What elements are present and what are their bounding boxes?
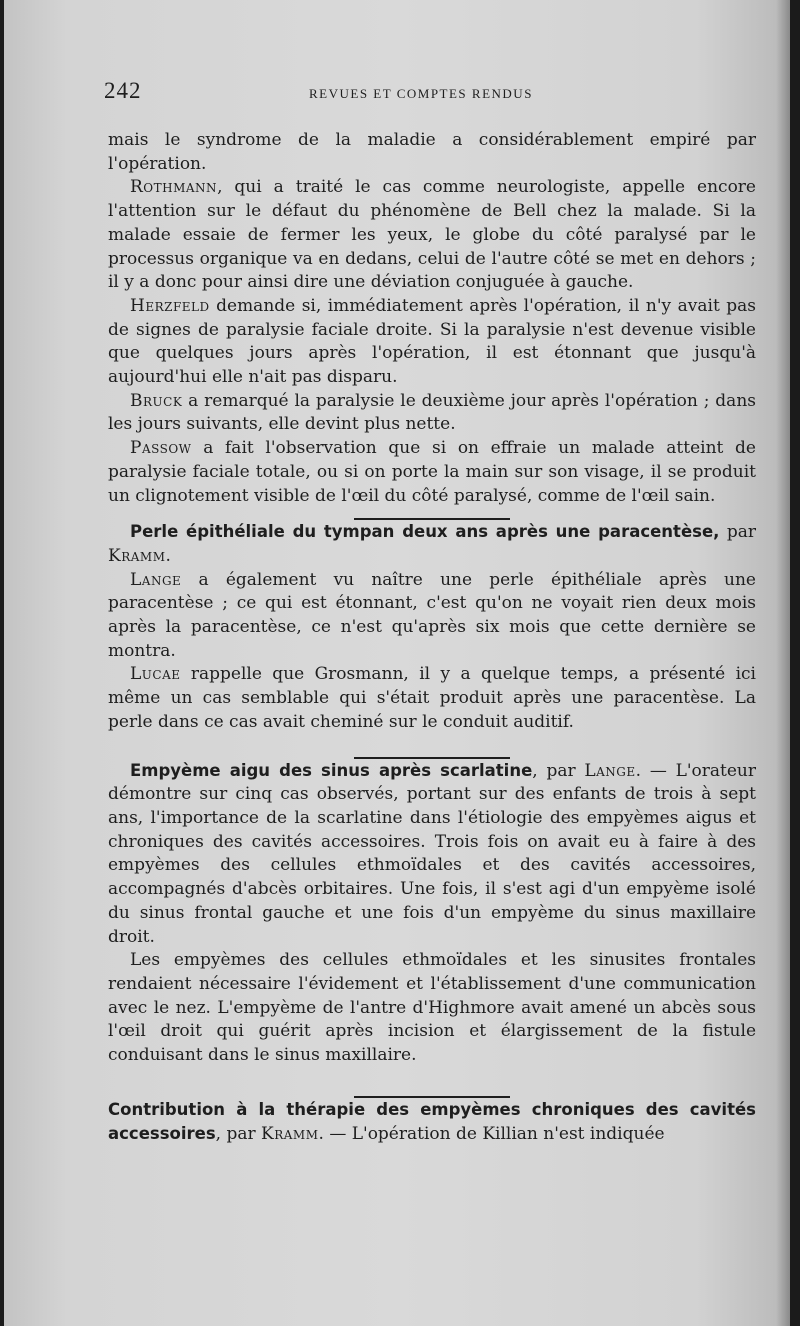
section-title: Contribution à la thérapie des empyèmes chroniques des cavités accessoires: [108, 1099, 756, 1144]
speaker-name: Herzfeld: [130, 295, 210, 316]
paragraph-text: demande si, immédiatement après l'opération, il n'y avait pas de signes de paralysie faciale droite. Si la paralysie n'est devenue visible que quelques jours après l'opération, il est étonnant que jusqu'à aujourd'hui elle n'ait pas disparu.: [108, 295, 756, 388]
book-page: [4, 0, 790, 1326]
paragraph-empyemes: Les empyèmes des cellules ethmoïdales et les sinusites frontales rendaient nécessaire l'évidement et l'établissement d'une communication avec le nez. L'empyème de l'antre d'Highmore avait amené un abcès sous l'œil droit qui guérit après incision et élargissement de la fistule conduisant dans le sinus maxillaire.: [108, 950, 756, 1066]
paragraph-bruck: [108, 390, 756, 437]
body-text: [108, 129, 756, 1147]
speaker-name: Rothmann: [130, 177, 218, 198]
speaker-name: Lange: [130, 569, 182, 590]
paragraph-lange: [108, 569, 756, 664]
paragraph-lucae: [108, 663, 756, 734]
paragraph-continuation: mais le syndrome de la maladie a considérablement empiré par l'opération.: [108, 130, 756, 174]
speaker-name: Lucae: [130, 664, 181, 685]
paragraph-text: a fait l'observation que si on effraie un malade atteint de paralysie faciale totale, ou si on porte la main sur son visage, il se produit un clignotement visible de l'œil du côté paralysé, comme de l'œil sain.: [108, 438, 756, 506]
paragraph-passow: [108, 437, 756, 508]
byline-prefix: , par: [215, 1124, 262, 1145]
section-heading-perle: [108, 520, 756, 568]
paragraph-text: rappelle que Grosmann, il y a quelque temps, a présenté ici même un cas semblable qui s'était produit après une paracentèse. La perle dans ce cas avait cheminé sur le conduit auditif.: [108, 664, 756, 732]
paragraph-herzfeld: [108, 295, 756, 390]
section-empyeme-aigu: [108, 759, 756, 950]
author-name: Lange: [584, 760, 636, 781]
page-number: 242: [104, 78, 142, 103]
byline-prefix: , par: [532, 760, 585, 781]
running-head: [4, 78, 790, 108]
byline-end: .: [165, 545, 171, 566]
paragraph-text: a remarqué la paralysie le deuxième jour après l'opération ; dans les jours suivants, elle devint plus nette.: [108, 390, 756, 435]
byline-prefix: par: [726, 522, 757, 543]
section-contribution: [108, 1098, 756, 1147]
speaker-name: Bruck: [130, 390, 183, 411]
paragraph-text: , qui a traité le cas comme neurologiste, appelle encore l'attention sur le défaut du phénomène de Bell chez la malade. Si la malade essaie de fermer les yeux, le globe du côté paralysé par le processus organique va en dedans, celui de l'autre côté se met en dehors ; il y a donc pour ainsi dire une déviation conjuguée à gauche.: [108, 177, 756, 293]
author-name: Kramm: [261, 1124, 319, 1145]
author-name: Kramm: [108, 545, 166, 566]
section-title: Empyème aigu des sinus après scarlatine: [130, 760, 533, 780]
page-edge-shadow: [776, 0, 790, 1326]
journal-title: REVUES ET COMPTES RENDUS: [309, 86, 533, 101]
paragraph-text: . — L'orateur démontre sur cinq cas observés, portant sur des enfants de trois à sept ans, l'importance de la scarlatine dans l'étiologie des empyèmes aigus et chroniques des cavités accessoires. Trois fois on avait eu à faire à des empyèmes des cellules ethmoïdales et des cavités accessoires, accompagnés d'abcès orbitaires. Une fois, il s'est agi d'un empyème isolé du sinus frontal gauche et une fois d'un empyème du sinus maxillaire droit.: [108, 760, 756, 947]
section-title: Perle épithéliale du tympan deux ans après une paracentèse,: [130, 522, 720, 542]
paragraph-text: a également vu naître une perle épithéliale après une paracentèse ; ce qui est étonnant, c'est qu'on ne voyait rien deux mois après la paracentèse, ce n'est qu'après six mois que cette dernière se montra.: [108, 569, 756, 661]
paragraph-text: . — L'opération de Killian n'est indiquée: [318, 1124, 665, 1145]
paragraph-rothmann: [108, 176, 756, 295]
speaker-name: Passow: [130, 438, 192, 459]
